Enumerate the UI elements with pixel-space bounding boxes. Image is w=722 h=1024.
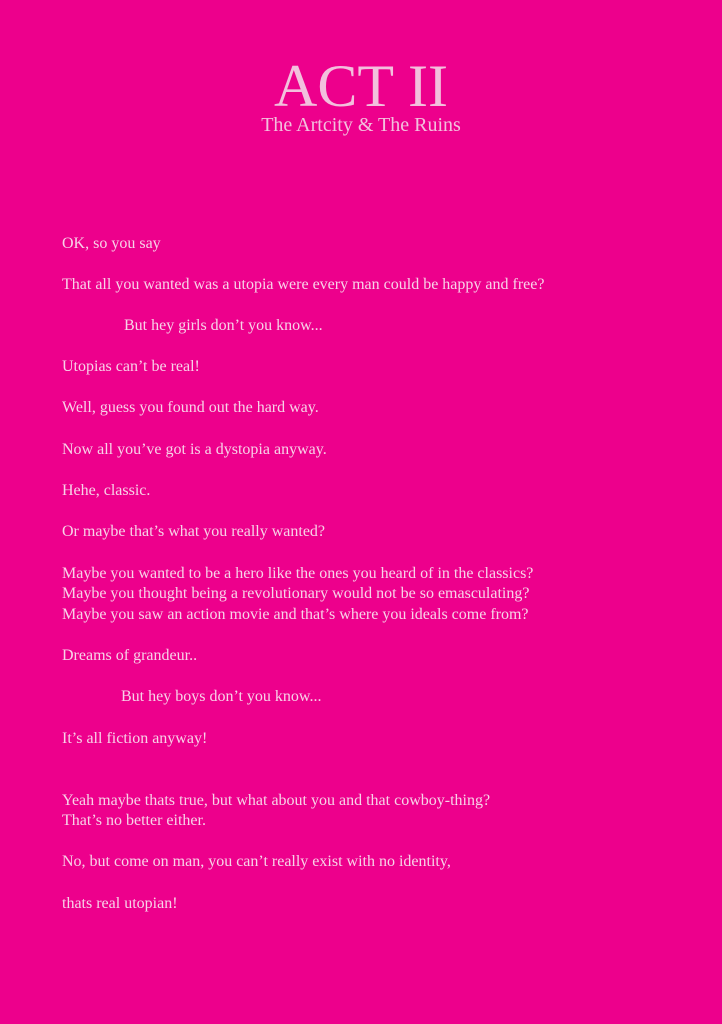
poem-line: Maybe you saw an action movie and that’s where you ideals come from? <box>62 606 529 623</box>
poem-line: OK, so you say <box>62 235 161 252</box>
act-title: ACT II <box>274 53 448 119</box>
poem-line-indented: But hey boys don’t you know... <box>121 688 322 705</box>
poem-line: Utopias can’t be real! <box>62 358 200 375</box>
poem-line: Now all you’ve got is a dystopia anyway. <box>62 441 327 458</box>
poem-line: That’s no better either. <box>62 812 206 829</box>
poem-line: Dreams of grandeur.. <box>62 647 198 664</box>
poem-line-indented: But hey girls don’t you know... <box>124 317 323 334</box>
poem-line: thats real utopian! <box>62 895 178 912</box>
poem-line: That all you wanted was a utopia were every man could be happy and free? <box>62 276 545 293</box>
poem-line: Hehe, classic. <box>62 482 151 499</box>
act-subtitle: The Artcity & The Ruins <box>261 114 461 136</box>
poem-line: Or maybe that’s what you really wanted? <box>62 523 326 540</box>
poem-line: Yeah maybe thats true, but what about you and that cowboy-thing? <box>62 792 491 809</box>
poem-line: It’s all fiction anyway! <box>62 730 208 747</box>
poem-line: No, but come on man, you can’t really exist with no identity, <box>62 853 451 870</box>
poem-line: Well, guess you found out the hard way. <box>62 399 319 416</box>
poem-line: Maybe you wanted to be a hero like the ones you heard of in the classics? <box>62 565 534 582</box>
poem-line: Maybe you thought being a revolutionary would not be so emasculating? <box>62 585 530 602</box>
